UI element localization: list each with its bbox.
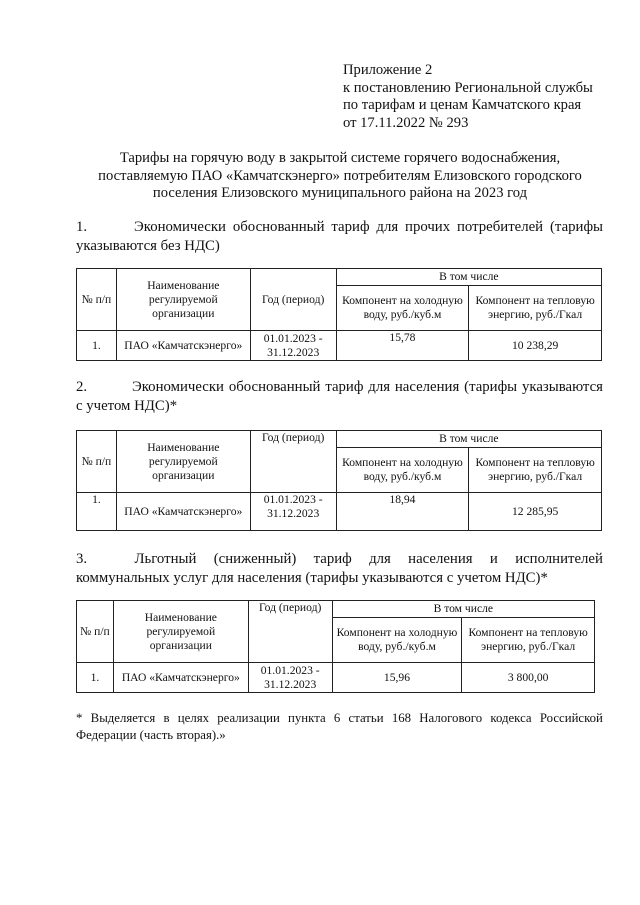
header-cold: Компонент на холодную воду, руб./куб.м (336, 448, 469, 493)
table-row (77, 331, 602, 361)
cell-period: 01.01.2023 - 31.12.2023 (250, 493, 336, 531)
section-heading-line: с учетом НДС)* (76, 397, 178, 414)
section-heading-line: 2. Экономически обоснованный тариф для населения (тарифы указываются (76, 379, 603, 395)
section-3-heading (76, 550, 603, 587)
appendix-line: к постановлению Региональной службы (343, 79, 593, 96)
header-cold: Компонент на холодную воду, руб./куб.м (336, 286, 469, 331)
cell-num: 1. (77, 493, 117, 531)
section-number: 2. (76, 379, 88, 395)
section-2-heading (76, 378, 603, 415)
section-1-heading (76, 218, 603, 255)
header-year: Год (период) (248, 601, 332, 663)
section-heading-line: 1. Экономически обоснованный тариф для прочих потребителей (тарифы (76, 219, 603, 235)
section-heading-line: 3. Льготный (сниженный) тариф для населения и исполнителей (76, 551, 603, 567)
footnote-line: Федерации (часть вторая).» (76, 728, 226, 742)
table-row (77, 493, 602, 531)
tariff-table-3 (76, 600, 595, 693)
header-year: Год (период) (250, 431, 336, 493)
cell-org: ПАО «Камчатскэнерго» (113, 663, 248, 693)
cell-period: 01.01.2023 - 31.12.2023 (250, 331, 336, 361)
appendix-header (343, 62, 593, 132)
header-including: В том числе (336, 269, 601, 286)
cell-num: 1. (77, 663, 114, 693)
cell-cold: 18,94 (336, 493, 469, 531)
footnote-line: * Выделяется в целях реализации пункта 6 статьи 168 Налогового кодекса Российской (76, 711, 603, 725)
section-number: 1. (76, 219, 88, 235)
section-heading-line: указываются без НДС) (76, 237, 220, 254)
header-org: Наименование регулируемой организации (116, 431, 250, 493)
header-org: Наименование регулируемой организации (116, 269, 250, 331)
appendix-line: по тарифам и ценам Камчатского края (343, 97, 582, 113)
title-line: поставляемую ПАО «Камчатскэнерго» потребителям Елизовского городского (98, 167, 582, 184)
header-cold: Компонент на холодную воду, руб./куб.м (332, 618, 462, 663)
header-including: В том числе (336, 431, 601, 448)
cell-cold: 15,96 (332, 663, 462, 693)
header-heat: Компонент на тепловую энергию, руб./Гкал (462, 618, 595, 663)
cell-org: ПАО «Камчатскэнерго» (116, 493, 250, 531)
header-year: Год (период) (250, 269, 336, 331)
cell-heat: 12 285,95 (469, 493, 602, 531)
document-title (70, 150, 610, 203)
header-org: Наименование регулируемой организации (113, 601, 248, 663)
tariff-table-2 (76, 430, 602, 531)
cell-heat: 3 800,00 (462, 663, 595, 693)
header-num: № п/п (77, 601, 114, 663)
footnote (76, 710, 603, 744)
cell-heat: 10 238,29 (469, 331, 602, 361)
header-including: В том числе (332, 601, 594, 618)
cell-cold: 15,78 (336, 331, 469, 361)
cell-period: 01.01.2023 - 31.12.2023 (248, 663, 332, 693)
tariff-table-1 (76, 268, 602, 361)
appendix-line: Приложение 2 (343, 62, 433, 78)
title-line: поселения Елизовского муниципального района на 2023 год (152, 185, 528, 201)
header-heat: Компонент на тепловую энергию, руб./Гкал (469, 448, 602, 493)
header-heat: Компонент на тепловую энергию, руб./Гкал (469, 286, 602, 331)
header-num: № п/п (77, 269, 117, 331)
title-line: Тарифы на горячую воду в закрытой системе горячего водоснабжения, (119, 150, 561, 166)
section-heading-line: коммунальных услуг для населения (тарифы указываются с учетом НДС)* (76, 569, 548, 586)
cell-num: 1. (77, 331, 117, 361)
header-num: № п/п (77, 431, 117, 493)
cell-org: ПАО «Камчатскэнерго» (116, 331, 250, 361)
table-row (77, 663, 595, 693)
appendix-line: от 17.11.2022 № 293 (343, 114, 469, 131)
section-number: 3. (76, 551, 88, 567)
